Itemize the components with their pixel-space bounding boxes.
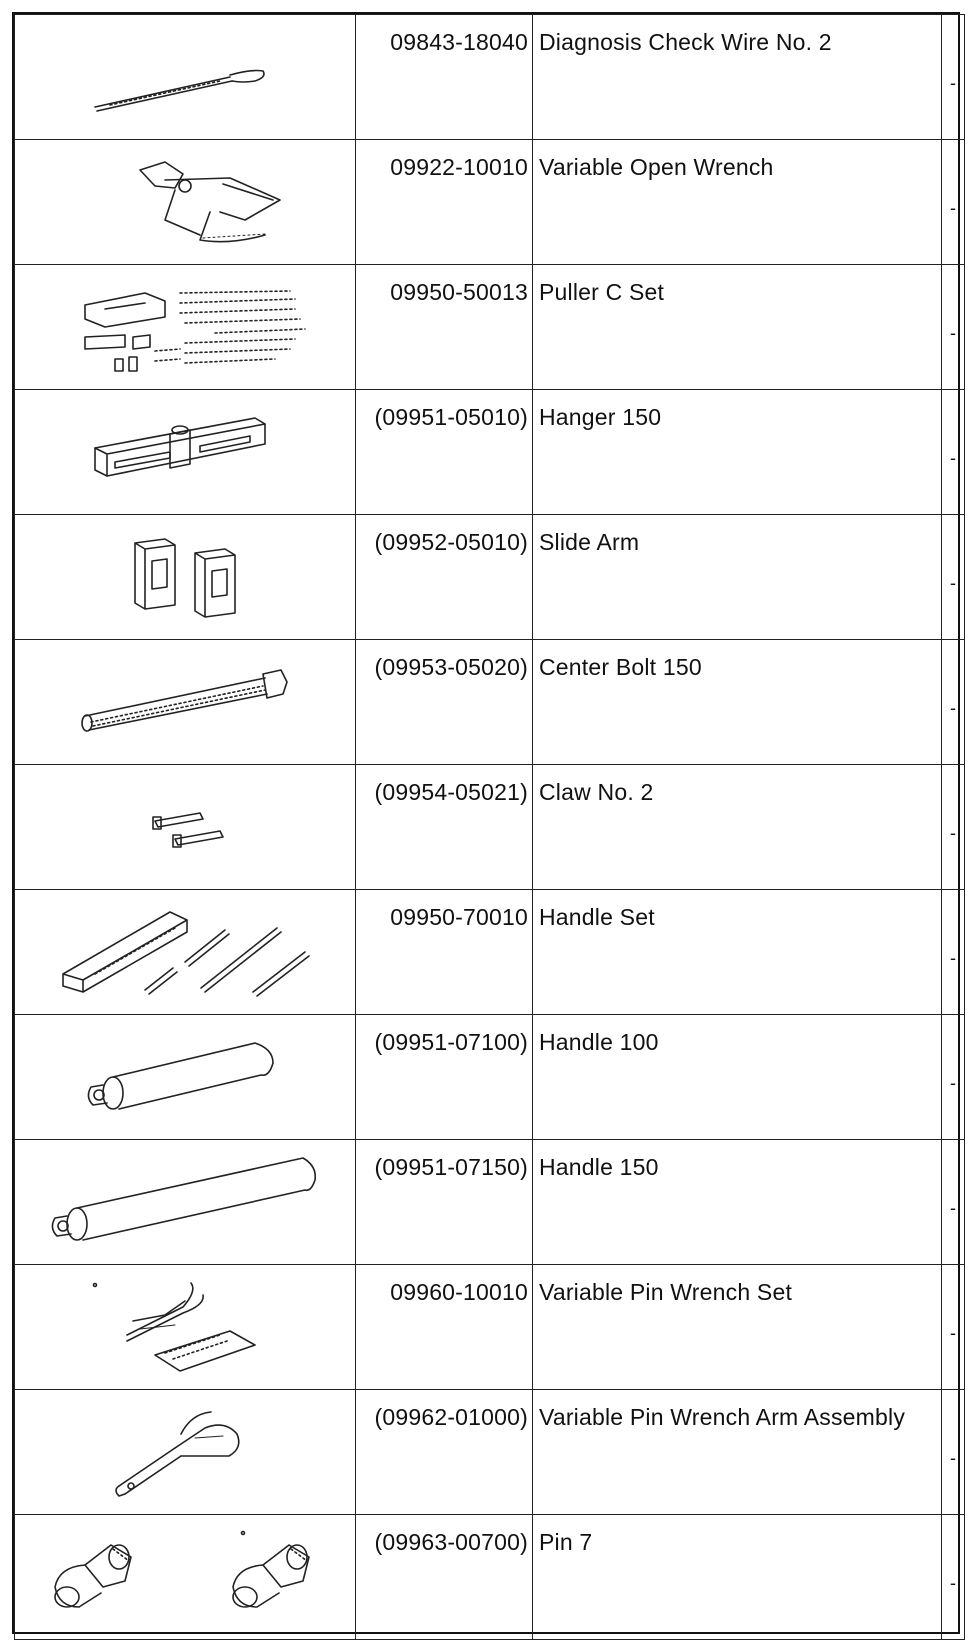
extra-dash: - [950, 198, 956, 218]
part-number: 09922-10010 [390, 154, 528, 180]
hanger-icon [15, 390, 355, 514]
tool-name: Handle 100 [539, 1029, 659, 1055]
tool-name: Puller C Set [539, 279, 665, 305]
tool-name: Handle Set [539, 904, 655, 930]
tool-name: Variable Pin Wrench Set [539, 1279, 793, 1305]
pin-icon [15, 1515, 355, 1639]
table-row [15, 1140, 965, 1265]
tool-name: Center Bolt 150 [539, 654, 702, 680]
part-number: 09950-50013 [390, 279, 528, 305]
table-row [15, 140, 965, 265]
illustration-cell [15, 515, 356, 640]
tool-name: Handle 150 [539, 1154, 659, 1180]
handle-100-icon [15, 1015, 355, 1139]
extra-dash: - [950, 573, 956, 593]
special-tools-table [14, 14, 965, 1640]
table-row [15, 640, 965, 765]
tool-name: Pin 7 [539, 1529, 593, 1555]
table-row [15, 1265, 965, 1390]
center-bolt-icon [15, 640, 355, 764]
special-tools-sheet [12, 12, 960, 1634]
tool-name: Variable Open Wrench [539, 154, 774, 180]
part-number: (09963-00700) [374, 1529, 528, 1555]
extra-dash: - [950, 823, 956, 843]
part-number: (09954-05021) [374, 779, 528, 805]
extra-dash: - [950, 448, 956, 468]
table-row [15, 1015, 965, 1140]
handle-set-icon [15, 890, 355, 1014]
part-number: (09952-05010) [374, 529, 528, 555]
extra-dash: - [950, 73, 956, 93]
illustration-cell [15, 140, 356, 265]
table-row [15, 515, 965, 640]
part-number: 09950-70010 [390, 904, 528, 930]
handle-150-icon [15, 1140, 355, 1264]
puller-set-icon [15, 265, 355, 389]
tool-name: Slide Arm [539, 529, 640, 555]
slide-arm-icon [15, 515, 355, 639]
part-number: (09962-01000) [374, 1404, 528, 1430]
pin-wrench-arm-icon [15, 1390, 355, 1514]
extra-dash: - [950, 948, 956, 968]
tool-name: Claw No. 2 [539, 779, 654, 805]
illustration-cell [15, 1390, 356, 1515]
check-wire-icon [15, 15, 355, 139]
extra-dash: - [950, 1198, 956, 1218]
table-row [15, 390, 965, 515]
extra-dash: - [950, 1448, 956, 1468]
pin-wrench-set-icon [15, 1265, 355, 1389]
part-number: (09951-05010) [374, 404, 528, 430]
extra-dash: - [950, 698, 956, 718]
tool-name: Diagnosis Check Wire No. 2 [539, 29, 832, 55]
table-row [15, 765, 965, 890]
part-number: (09953-05020) [374, 654, 528, 680]
part-number: (09951-07150) [374, 1154, 528, 1180]
illustration-cell [15, 1265, 356, 1390]
illustration-cell [15, 765, 356, 890]
claw-icon [15, 765, 355, 889]
table-row [15, 265, 965, 390]
illustration-cell [15, 15, 356, 140]
extra-dash: - [950, 1073, 956, 1093]
part-number: (09951-07100) [374, 1029, 528, 1055]
illustration-cell [15, 390, 356, 515]
extra-dash: - [950, 323, 956, 343]
part-number: 09843-18040 [390, 29, 528, 55]
table-row [15, 890, 965, 1015]
table-row [15, 1515, 965, 1640]
extra-dash: - [950, 1573, 956, 1593]
illustration-cell [15, 640, 356, 765]
extra-dash: - [950, 1323, 956, 1343]
illustration-cell [15, 890, 356, 1015]
part-number: 09960-10010 [390, 1279, 528, 1305]
table-row [15, 15, 965, 140]
illustration-cell [15, 265, 356, 390]
illustration-cell [15, 1515, 356, 1640]
illustration-cell [15, 1140, 356, 1265]
table-row [15, 1390, 965, 1515]
illustration-cell [15, 1015, 356, 1140]
tool-name: Hanger 150 [539, 404, 662, 430]
tool-name: Variable Pin Wrench Arm Assembly [539, 1404, 906, 1430]
open-wrench-icon [15, 140, 355, 264]
